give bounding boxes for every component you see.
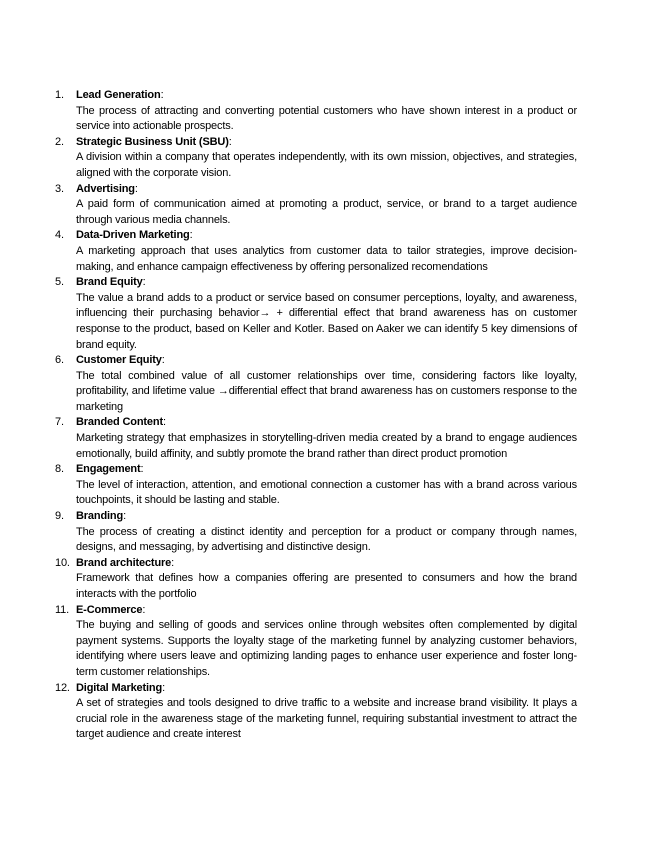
term-heading: Brand architecture: [76, 556, 172, 569]
item-number: 5.: [55, 276, 64, 289]
term-colon: :: [161, 354, 165, 367]
term-definition: The process of attracting and converting potential customers who have shown interest in a product or service into actionable prospects.: [76, 104, 577, 133]
item-number: 8.: [55, 463, 64, 476]
item-number: 10.: [55, 556, 70, 569]
term-definition: The level of interaction, attention, and emotional connection a customer has with a brand across various touchpoints, it should be lasting and stable.: [76, 478, 577, 507]
term-colon: :: [142, 276, 146, 289]
term-colon: :: [162, 681, 165, 694]
term-heading: Digital Marketing: [76, 681, 163, 694]
term-heading: Engagement: [76, 463, 141, 476]
item-number: 9.: [55, 510, 64, 523]
term-heading: Lead Generation: [76, 89, 161, 101]
term-definition: Framework that defines how a companies offering are presented to consumers and how the brand interacts with the portfolio: [76, 572, 577, 600]
term-colon: :: [171, 556, 175, 569]
term-definition: The buying and selling of goods and services online through websites often complemented by digital payment systems. Supports the loyalty stage of the marketing funnel by analyzing customer behaviors, identifying where users leave and optimizing landing pages to enhance user experience and foster long-term customer relationships.: [76, 619, 577, 678]
term-heading: Branded Content: [76, 416, 163, 429]
list-item: [55, 353, 577, 415]
term-colon: :: [162, 416, 166, 429]
term-definition: Marketing strategy that emphasizes in storytelling-driven media created by a brand to engage audiences emotionally, build affinity, and subtly promote the brand rather than direct product promotion: [76, 432, 577, 460]
list-item: [55, 603, 577, 681]
term-colon: :: [189, 229, 193, 242]
item-number: 2.: [55, 135, 64, 148]
term-colon: :: [123, 510, 126, 523]
term-colon: :: [142, 603, 146, 616]
term-heading: Branding: [76, 510, 124, 523]
list-item: [55, 228, 577, 275]
list-item: [55, 681, 577, 743]
term-heading: Advertising: [76, 182, 135, 195]
term-heading: Data-Driven Marketing: [76, 229, 190, 242]
term-colon: :: [134, 182, 138, 195]
item-number: 3.: [55, 182, 64, 195]
item-number: 1.: [55, 89, 64, 101]
list-item: [55, 182, 577, 229]
list-item: [55, 135, 577, 182]
term-definition: A marketing approach that uses analytics from customer data to tailor strategies, improve decision-making, and enhance campaign effectiveness by offering personalized recomendations: [76, 244, 577, 273]
term-heading: E-Commerce: [76, 603, 143, 616]
list-item: [55, 462, 577, 509]
term-colon: :: [160, 89, 164, 101]
term-definition: The total combined value of all customer relationships over time, considering factors like loyalty, profitability, and lifetime value →differential effect that brand awareness has on customers response to the marketing: [76, 369, 577, 413]
term-heading: Strategic Business Unit (SBU): [76, 135, 229, 148]
term-definition: The value a brand adds to a product or service based on consumer perceptions, loyalty, and awareness, influencing their purchasing behavior→ + differential effect that brand awareness has on customer response to the product, based on Keller and Kotler. Based on Aaker we can identify 5 key dimensions of brand equity.: [76, 291, 577, 351]
list-item: [55, 415, 577, 462]
term-colon: :: [140, 463, 144, 476]
list-item: [55, 275, 577, 353]
item-number: 11.: [55, 603, 70, 616]
item-number: 6.: [55, 354, 64, 367]
term-heading: Customer Equity: [76, 354, 162, 367]
term-definition: A set of strategies and tools designed to drive traffic to a website and increase brand visibility. It plays a crucial role in the awareness stage of the marketing funnel, requiring substantial investment to attract the target audience and create interest: [76, 697, 577, 741]
term-colon: :: [228, 135, 232, 148]
term-definition: The process of creating a distinct identity and perception for a product or company through names, designs, and messaging, by advertising and distinctive design.: [76, 525, 577, 554]
glossary-list: [55, 88, 577, 743]
item-number: 4.: [55, 229, 64, 242]
list-item: [55, 88, 577, 135]
term-definition: A division within a company that operates independently, with its own mission, objectives, and strategies, aligned with the corporate vision.: [76, 151, 577, 179]
item-number: 7.: [55, 416, 64, 429]
list-item: [55, 556, 577, 603]
list-item: [55, 509, 577, 556]
term-definition: A paid form of communication aimed at promoting a product, service, or brand to a target audience through various media channels.: [76, 198, 577, 226]
term-heading: Brand Equity: [76, 276, 143, 289]
item-number: 12.: [55, 681, 70, 694]
